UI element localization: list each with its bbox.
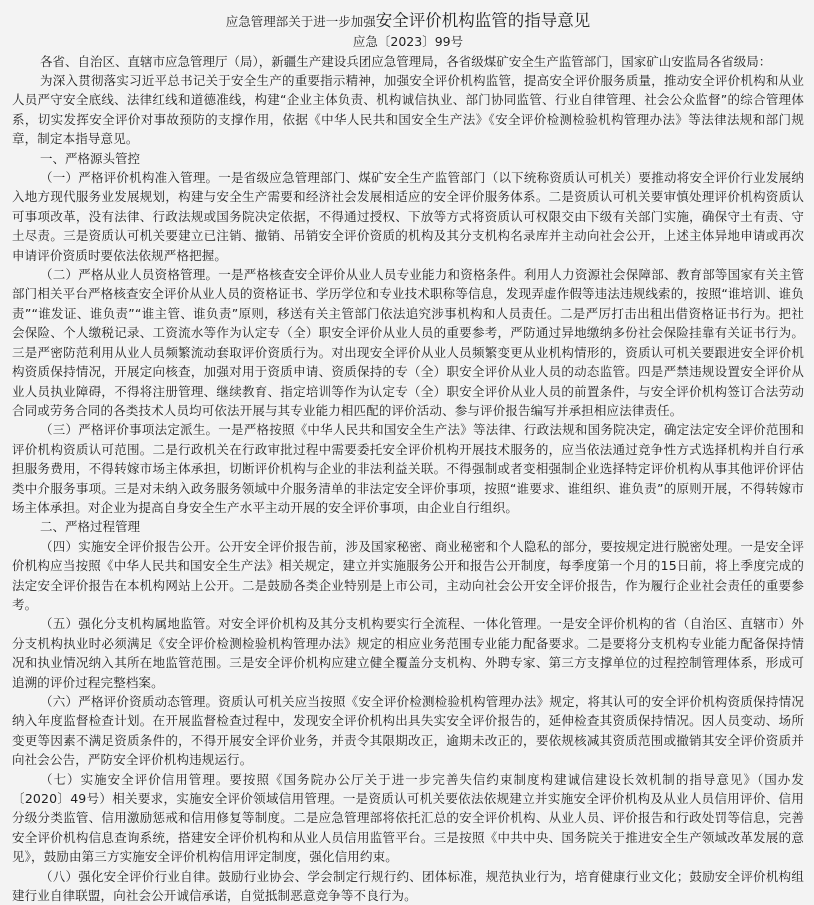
- paragraph-1: （一）严格评价机构准入管理。一是省级应急管理部门、煤矿安全生产监管部门（以下统称资质认可机关）要推动将安全评价行业发展纳入地方现代服务业发展规划，构建与安全生产需要和经济社会发展相适应的安全评价服务体系。二是资质认可机关要审慎处理评价机构资质认可事项改革，没有法律、行政法规或国务院决定依据，不得通过授权、下放等方式将资质认可权限交由下级有关部门实施，确保守土有责、守土尽责。三是资质认可机关要建立已注销、撤销、吊销安全评价资质的机构及其分支机构名录库并主动向社会公开，上述主体异地申请或再次申请评价资质时要依法依规严格把握。: [12, 170, 804, 263]
- document-number: 应急〔2023〕99号: [352, 34, 464, 49]
- intro-paragraph: 为深入贯彻落实习近平总书记关于安全生产的重要指示精神，加强安全评价机构监管，提高安全评价服务质量，推动安全评价机构和从业人员严守安全底线、法律红线和道德准线，构建“企业主体负责、机构诚信执业、部门协同监管、行业自律管理、社会公众监督”的综合管理体系，切实发挥安全评价对事故预防的支撑作用，依据《中华人民共和国安全生产法》《安全评价检测检验机构管理办法》等法律法规和部门规章，制定本指导意见。: [12, 73, 804, 147]
- document-title-prefix: 应急管理部关于进一步加强: [225, 14, 376, 29]
- section-heading-2: 二、严格过程管理: [40, 519, 141, 535]
- paragraph-8: （八）强化安全评价行业自律。鼓励行业协会、学会制定行规行约、团体标准，规范执业行为，培育健康行业文化；鼓励安全评价机构组建行业自律联盟，向社会公开诚信承诺，自觉抵制恶意竞争等不良行为。: [12, 868, 804, 904]
- paragraph-2: （二）严格从业人员资格管理。一是严格核查安全评价从业人员专业能力和资格条件。利用人力资源社会保障部、教育部等国家有关主管部门相关平台严格核查安全评价从业人员的资格证书、学历学位和专业技术职称等信息，发现弄虚作假等违法违规线索的，按照“谁培训、谁负责”“谁发证、谁负责”“谁主管、谁负责”原则，移送有关主管部门依法追究涉事机构和人员责任。二是严厉打击出租出借资格证书行为。把社会保险、个人缴税记录、工资流水等作为认定专（全）职安全评价从业人员的重要参考，严防通过异地缴纳多份社会保险挂靠有关证书行为。三是严密防范利用从业人员频繁流动套取评价资质行为。对出现安全评价从业人员频繁变更从业机构情形的，资质认可机关要跟进安全评价机构资质保持情况，开展定向核查，加强对用于资质申请、资质保持的专（全）职安全评价从业人员的动态监管。四是严禁违规设置安全评价从业人员执业障碍，不得将注册管理、继续教育、指定培训等作为认定专（全）职安全评价从业人员的前置条件，与安全评价机构签订合法劳动合同或劳务合同的各类技术人员均可依法开展与其专业能力相匹配的评价活动、参与评价报告编写并承担相应法律责任。: [12, 267, 804, 418]
- paragraph-5: （五）强化分支机构属地监管。对安全评价机构及其分支机构要实行全流程、一体化管理。一是安全评价机构的省（自治区、直辖市）外分支机构执业时必须满足《安全评价检测检验机构管理办法》规定的相应业务范围专业能力配备要求。二是要将分支机构专业能力配备保持情况和执业情况纳入其所在地监管范围。三是安全评价机构应建立健全覆盖分支机构、外聘专家、第三方支撑单位的过程控制管理体系，形成可追溯的评价过程完整档案。: [12, 616, 804, 690]
- paragraph-4: （四）实施安全评价报告公开。公开安全评价报告前，涉及国家秘密、商业秘密和个人隐私的部分，要按规定进行脱密处理。一是安全评价机构应当按照《中华人民共和国安全生产法》相关规定，建立并实施服务公开和报告公开制度，每季度第一个月的15日前，将上季度完成的法定安全评价报告在本机构网站上公开。二是鼓励各类企业特别是上市公司，主动向社会公开安全评价报告，作为履行企业社会责任的重要参考。: [12, 538, 804, 612]
- section-heading-1: 一、严格源头管控: [40, 150, 141, 166]
- document-title: [12, 4, 804, 33]
- document-title-main: 安全评价机构监管的指导意见: [375, 11, 591, 30]
- addressee: 各省、自治区、直辖市应急管理厅（局），新疆生产建设兵团应急管理局，各省级煤矿安全生产监管部门，国家矿山安监局各省级局：: [40, 54, 772, 69]
- paragraph-3: （三）严格评价事项法定派生。一是严格按照《中华人民共和国安全生产法》等法律、行政法规和国务院决定，确定法定安全评价范围和评价机构资质认可范围。二是行政机关在行政审批过程中需要委托安全评价机构开展技术服务的，应当依法通过竞争性方式选择机构并自行承担服务费用，不得转嫁市场主体承担，切断评价机构与企业的非法利益关联。不得强制或者变相强制企业选择特定评价机构从事其他评价评估类中介服务事项。三是对未纳入政务服务领域中介服务清单的非法定安全评价事项，按照“谁要求、谁组织、谁负责”的原则开展，不得转嫁市场主体承担。对企业为提高自身安全生产水平主动开展的安全评价事项，由企业自行组织。: [12, 422, 804, 515]
- paragraph-7: （七）实施安全评价信用管理。要按照《国务院办公厅关于进一步完善失信约束制度构建诚信建设长效机制的指导意见》（国办发〔2020〕49号）相关要求，实施安全评价领域信用管理。一是资质认可机关要依法依规建立并实施安全评价机构及从业人员信用评价、信用分级分类监管、信用激励惩戒和信用修复等制度。二是应急管理部将依托汇总的安全评价机构、从业人员、评价报告和行政处罚等信息，完善安全评价机构信息查询系统，搭建安全评价机构和从业人员信用监管平台。三是按照《中共中央、国务院关于推进安全生产领域改革发展的意见》，鼓励由第三方实施安全评价机构信用评定制度，强化信用约束。: [12, 771, 804, 865]
- paragraph-6: （六）严格评价资质动态管理。资质认可机关应当按照《安全评价检测检验机构管理办法》规定，将其认可的安全评价机构资质保持情况纳入年度监督检查计划。在开展监督检查过程中，发现安全评价机构出具失实安全评价报告的，延伸检查其资质保持情况。因人员变动、场所变更等因素不满足资质条件的，不得开展安全评价业务，并责令其限期改正，逾期未改正的，要依规核减其资质范围或撤销其安全评价资质并向社会公告，严防安全评价机构违规运行。: [12, 694, 804, 768]
